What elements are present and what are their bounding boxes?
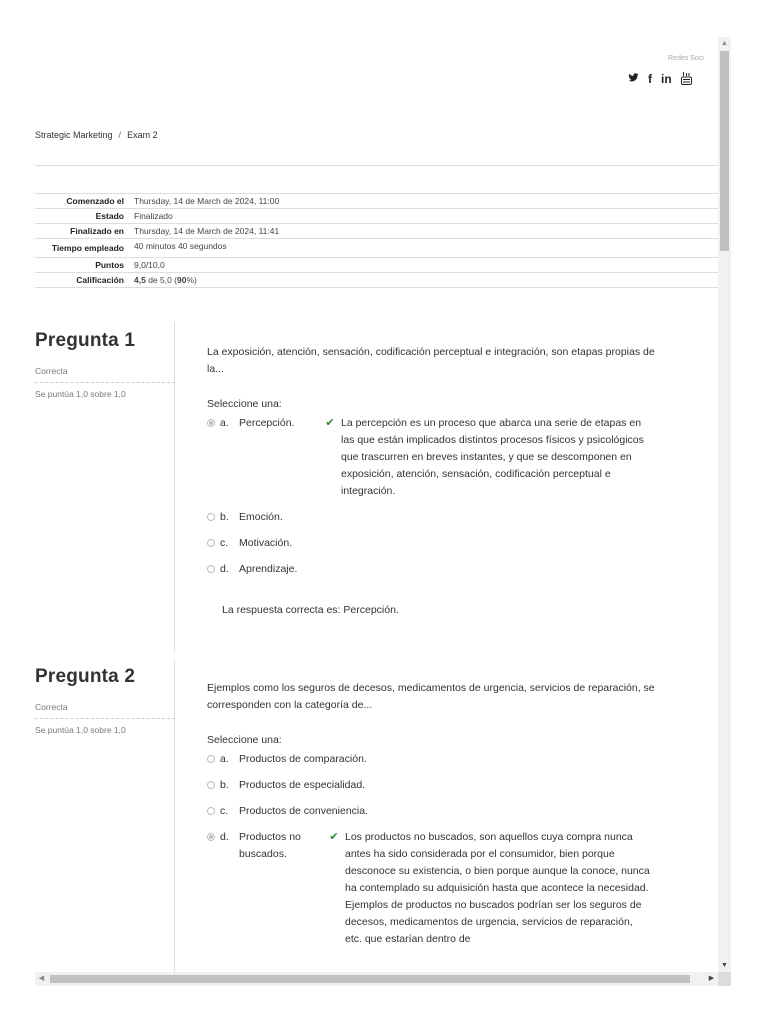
vertical-scroll-thumb[interactable] xyxy=(720,51,729,251)
question-1-info xyxy=(35,330,175,399)
answer-option-d[interactable] xyxy=(207,829,677,948)
question-divider xyxy=(174,660,175,972)
linkedin-icon[interactable]: in xyxy=(661,72,672,86)
select-one-label: Seleccione una: xyxy=(207,734,282,746)
breadcrumb-course-link[interactable]: Strategic Marketing xyxy=(35,130,113,140)
option-letter: a. xyxy=(220,417,229,429)
summary-label: Calificación xyxy=(76,275,124,285)
grade-value: 4,5 xyxy=(134,275,146,285)
option-text: Productos de conveniencia. xyxy=(239,805,368,817)
question-2-info xyxy=(35,666,175,735)
summary-value: Finalizado xyxy=(134,211,173,221)
summary-header-spacer xyxy=(35,166,718,194)
breadcrumb xyxy=(35,130,158,140)
scroll-up-arrow-icon[interactable]: ▲ xyxy=(721,40,728,47)
summary-label: Tiempo empleado xyxy=(51,243,124,253)
option-letter: a. xyxy=(220,753,229,765)
radio-button[interactable] xyxy=(207,513,215,521)
answer-option-d[interactable] xyxy=(207,561,667,578)
option-letter: b. xyxy=(220,511,229,523)
grade-percent-suffix: %) xyxy=(186,275,197,285)
summary-row-time-taken xyxy=(35,239,718,258)
answer-option-c[interactable] xyxy=(207,535,667,552)
answer-option-b[interactable] xyxy=(207,777,677,794)
breadcrumb-separator: / xyxy=(118,130,122,140)
summary-value xyxy=(130,273,201,287)
summary-value: 9,0/10,0 xyxy=(134,260,165,270)
correct-answer-text: La respuesta correcta es: Percepción. xyxy=(222,604,399,616)
summary-value: Thursday, 14 de March de 2024, 11:00 xyxy=(134,196,280,206)
option-letter: c. xyxy=(220,537,229,549)
question-title: Pregunta 2 xyxy=(35,666,136,687)
question-divider xyxy=(174,322,175,652)
summary-label: Comenzado el xyxy=(66,196,124,206)
summary-label: Estado xyxy=(95,211,124,221)
option-feedback: Los productos no buscados, son aquellos cuya compra nunca antes ha sido considerada por el consumidor, bien porque desconoce su existencia, o bien porque aunque la conoce, nunca ha contemplado su adquisición hasta que acontece la necesidad. Ejemplos de productos no buscados podrían ser los seguros de decesos, medicamentos de urgencia, servicios de reparación, etc. que estarían dentro de xyxy=(345,831,650,945)
scroll-left-arrow-icon[interactable]: ◀ xyxy=(38,975,45,982)
option-text: Percepción. xyxy=(239,417,295,429)
scroll-down-arrow-icon[interactable]: ▼ xyxy=(721,962,728,969)
horizontal-scrollbar[interactable] xyxy=(35,972,718,986)
radio-button[interactable] xyxy=(207,565,215,573)
option-text: Productos de comparación. xyxy=(239,753,367,765)
scroll-right-arrow-icon[interactable]: ▶ xyxy=(708,975,715,982)
summary-row-points xyxy=(35,258,718,273)
option-text: Productos no buscados. xyxy=(239,831,301,860)
grade-percent: 90 xyxy=(177,275,187,285)
correct-check-icon: ✔ xyxy=(329,831,339,843)
radio-button[interactable] xyxy=(207,781,215,789)
grade-out-of: de 5,0 ( xyxy=(145,275,178,285)
answer-option-a[interactable] xyxy=(207,415,667,500)
option-text: Aprendizaje. xyxy=(239,563,298,575)
summary-row-state xyxy=(35,209,718,224)
answer-option-a[interactable] xyxy=(207,751,677,768)
option-letter: c. xyxy=(220,805,229,817)
radio-button[interactable] xyxy=(207,833,215,841)
question-text: La exposición, atención, sensación, codificación perceptual e integración, son etapas propias de la... xyxy=(207,346,655,375)
question-state: Correcta xyxy=(35,366,175,383)
question-grade: Se puntúa 1,0 sobre 1,0 xyxy=(35,389,126,399)
question-state: Correcta xyxy=(35,702,175,719)
option-text: Productos de especialidad. xyxy=(239,779,366,791)
attempt-summary-table xyxy=(35,165,718,288)
option-letter: d. xyxy=(220,563,229,575)
summary-label: Finalizado en xyxy=(70,226,124,236)
youtube-icon[interactable] xyxy=(681,72,692,88)
question-2-body xyxy=(207,680,677,948)
question-text: Ejemplos como los seguros de decesos, medicamentos de urgencia, servicios de reparación, se corresponden con la categoría de... xyxy=(207,682,655,711)
option-letter: d. xyxy=(220,831,229,843)
radio-button[interactable] xyxy=(207,807,215,815)
select-one-label: Seleccione una: xyxy=(207,398,282,410)
facebook-icon[interactable]: f xyxy=(648,72,652,86)
social-label: Redes Soci xyxy=(668,55,704,62)
scrollbar-corner xyxy=(718,972,731,986)
breadcrumb-page-link[interactable]: Exam 2 xyxy=(127,130,158,140)
radio-button[interactable] xyxy=(207,755,215,763)
radio-button[interactable] xyxy=(207,419,215,427)
social-icons xyxy=(628,72,692,88)
correct-check-icon: ✔ xyxy=(325,417,335,429)
option-feedback: La percepción es un proceso que abarca una serie de etapas en las que están implicados distintos procesos físicos y psicológicos que trascurren en breves instantes, y que se descomponen en exposición, atención, sensación, codificación perceptual e integración. xyxy=(341,417,644,497)
answer-option-b[interactable] xyxy=(207,509,667,526)
option-letter: b. xyxy=(220,779,229,791)
summary-label: Puntos xyxy=(95,260,124,270)
answer-option-c[interactable] xyxy=(207,803,677,820)
summary-row-finished xyxy=(35,224,718,239)
summary-row-started xyxy=(35,194,718,209)
question-grade: Se puntúa 1,0 sobre 1,0 xyxy=(35,725,126,735)
horizontal-scroll-thumb[interactable] xyxy=(50,975,690,983)
option-text: Emoción. xyxy=(239,511,283,523)
vertical-scrollbar[interactable] xyxy=(718,37,731,972)
option-text: Motivación. xyxy=(239,537,293,549)
summary-value: Thursday, 14 de March de 2024, 11:41 xyxy=(134,226,280,236)
question-1-body xyxy=(207,344,667,619)
twitter-icon[interactable] xyxy=(628,72,639,88)
summary-row-grade xyxy=(35,273,718,288)
radio-button[interactable] xyxy=(207,539,215,547)
question-title: Pregunta 1 xyxy=(35,330,136,351)
summary-value: 40 minutos 40 segundos xyxy=(134,241,227,251)
